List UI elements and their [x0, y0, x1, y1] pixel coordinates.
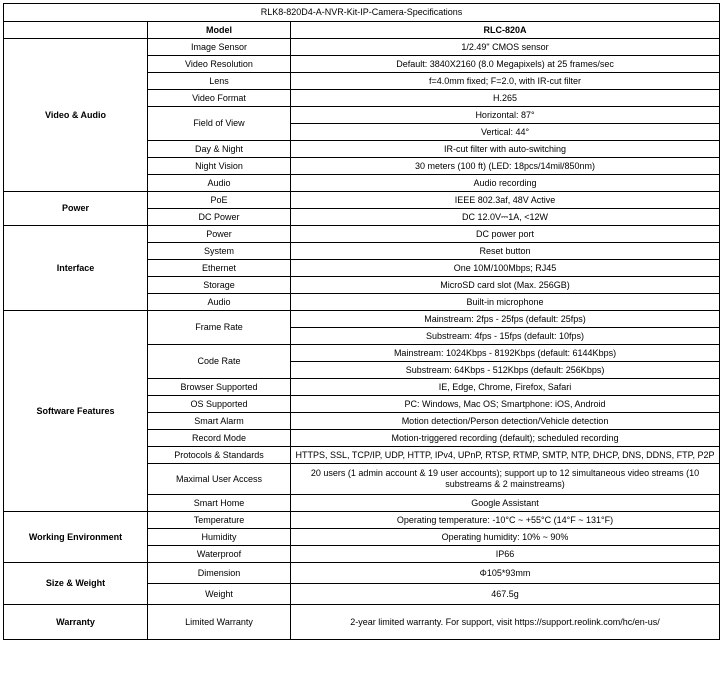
spec-label-browser-supported: Browser Supported — [148, 379, 291, 396]
spec-label-dimension: Dimension — [148, 563, 291, 584]
spec-value-browser-supported: IE, Edge, Chrome, Firefox, Safari — [291, 379, 720, 396]
section-size-weight: Size & Weight — [4, 563, 148, 605]
table-row — [4, 605, 720, 640]
spec-value-os-supported: PC: Windows, Mac OS; Smartphone: iOS, Android — [291, 396, 720, 413]
spec-value-temperature: Operating temperature: -10°C ~ +55°C (14°F ~ 131°F) — [291, 512, 720, 529]
spec-label-os-supported: OS Supported — [148, 396, 291, 413]
spec-value-maximal-user-access: 20 users (1 admin account & 19 user accounts); support up to 12 simultaneous video streams (10 substreams & 2 mainstreams) — [291, 464, 720, 495]
model-value: RLC-820A — [291, 22, 720, 39]
spec-label-video-format: Video Format — [148, 90, 291, 107]
spec-value-poe: IEEE 802.3af, 48V Active — [291, 192, 720, 209]
section-software-features: Software Features — [4, 311, 148, 512]
spec-label-protocols-standards: Protocols & Standards — [148, 447, 291, 464]
spec-label-image-sensor: Image Sensor — [148, 39, 291, 56]
spec-label-lens: Lens — [148, 73, 291, 90]
title-row — [4, 4, 720, 22]
spec-value-storage: MicroSD card slot (Max. 256GB) — [291, 277, 720, 294]
spec-value-system: Reset button — [291, 243, 720, 260]
spec-value-lens: f=4.0mm fixed; F=2.0, with IR-cut filter — [291, 73, 720, 90]
spec-value-smart-home: Google Assistant — [291, 495, 720, 512]
section-warranty: Warranty — [4, 605, 148, 640]
spec-value-image-sensor: 1/2.49" CMOS sensor — [291, 39, 720, 56]
section-power: Power — [4, 192, 148, 226]
spec-label-field-of-view: Field of View — [148, 107, 291, 141]
spec-value-field-of-view: Vertical: 44° — [291, 124, 720, 141]
spec-value-record-mode: Motion-triggered recording (default); scheduled recording — [291, 430, 720, 447]
spec-label-ethernet: Ethernet — [148, 260, 291, 277]
spec-value-code-rate: Substream: 64Kbps - 512Kbps (default: 256Kbps) — [291, 362, 720, 379]
spec-label-frame-rate: Frame Rate — [148, 311, 291, 345]
spec-value-humidity: Operating humidity: 10% ~ 90% — [291, 529, 720, 546]
section-video-audio: Video & Audio — [4, 39, 148, 192]
spec-value-audio: Built-in microphone — [291, 294, 720, 311]
table-row — [4, 39, 720, 56]
spec-value-field-of-view: Horizontal: 87° — [291, 107, 720, 124]
model-label: Model — [148, 22, 291, 39]
spec-value-video-format: H.265 — [291, 90, 720, 107]
spec-label-power: Power — [148, 226, 291, 243]
spec-label-limited-warranty: Limited Warranty — [148, 605, 291, 640]
header-blank-cell — [4, 22, 148, 39]
spec-value-frame-rate: Mainstream: 2fps - 25fps (default: 25fps) — [291, 311, 720, 328]
spec-value-video-resolution: Default: 3840X2160 (8.0 Megapixels) at 25 frames/sec — [291, 56, 720, 73]
spec-value-dimension: Φ105*93mm — [291, 563, 720, 584]
spec-value-night-vision: 30 meters (100 ft) (LED: 18pcs/14mil/850nm) — [291, 158, 720, 175]
table-row — [4, 563, 720, 584]
spec-label-audio: Audio — [148, 175, 291, 192]
table-row — [4, 311, 720, 328]
spec-label-night-vision: Night Vision — [148, 158, 291, 175]
spec-label-waterproof: Waterproof — [148, 546, 291, 563]
spec-value-weight: 467.5g — [291, 584, 720, 605]
spec-label-video-resolution: Video Resolution — [148, 56, 291, 73]
spec-label-record-mode: Record Mode — [148, 430, 291, 447]
spec-label-poe: PoE — [148, 192, 291, 209]
spec-label-dc-power: DC Power — [148, 209, 291, 226]
table-row — [4, 512, 720, 529]
spec-value-waterproof: IP66 — [291, 546, 720, 563]
section-working-environment: Working Environment — [4, 512, 148, 563]
spec-table — [3, 3, 720, 640]
spec-value-power: DC power port — [291, 226, 720, 243]
spec-label-maximal-user-access: Maximal User Access — [148, 464, 291, 495]
table-title: RLK8-820D4-A-NVR-Kit-IP-Camera-Specifications — [4, 4, 720, 22]
spec-value-dc-power: DC 12.0V⎓1A, <12W — [291, 209, 720, 226]
table-row — [4, 192, 720, 209]
spec-label-temperature: Temperature — [148, 512, 291, 529]
section-interface: Interface — [4, 226, 148, 311]
spec-value-frame-rate: Substream: 4fps - 15fps (default: 10fps) — [291, 328, 720, 345]
spec-value-smart-alarm: Motion detection/Person detection/Vehicle detection — [291, 413, 720, 430]
header-row — [4, 22, 720, 39]
spec-value-ethernet: One 10M/100Mbps; RJ45 — [291, 260, 720, 277]
spec-value-protocols-standards: HTTPS, SSL, TCP/IP, UDP, HTTP, IPv4, UPnP, RTSP, RTMP, SMTP, NTP, DHCP, DNS, DDNS, FTP, P2P — [291, 447, 720, 464]
spec-label-storage: Storage — [148, 277, 291, 294]
spec-label-code-rate: Code Rate — [148, 345, 291, 379]
spec-label-humidity: Humidity — [148, 529, 291, 546]
spec-label-smart-alarm: Smart Alarm — [148, 413, 291, 430]
spec-value-limited-warranty: 2-year limited warranty. For support, visit https://support.reolink.com/hc/en-us/ — [291, 605, 720, 640]
spec-label-system: System — [148, 243, 291, 260]
table-row — [4, 226, 720, 243]
spec-label-weight: Weight — [148, 584, 291, 605]
spec-label-smart-home: Smart Home — [148, 495, 291, 512]
spec-label-audio: Audio — [148, 294, 291, 311]
spec-value-code-rate: Mainstream: 1024Kbps - 8192Kbps (default: 6144Kbps) — [291, 345, 720, 362]
spec-label-day-night: Day & Night — [148, 141, 291, 158]
spec-value-audio: Audio recording — [291, 175, 720, 192]
spec-value-day-night: IR-cut filter with auto-switching — [291, 141, 720, 158]
